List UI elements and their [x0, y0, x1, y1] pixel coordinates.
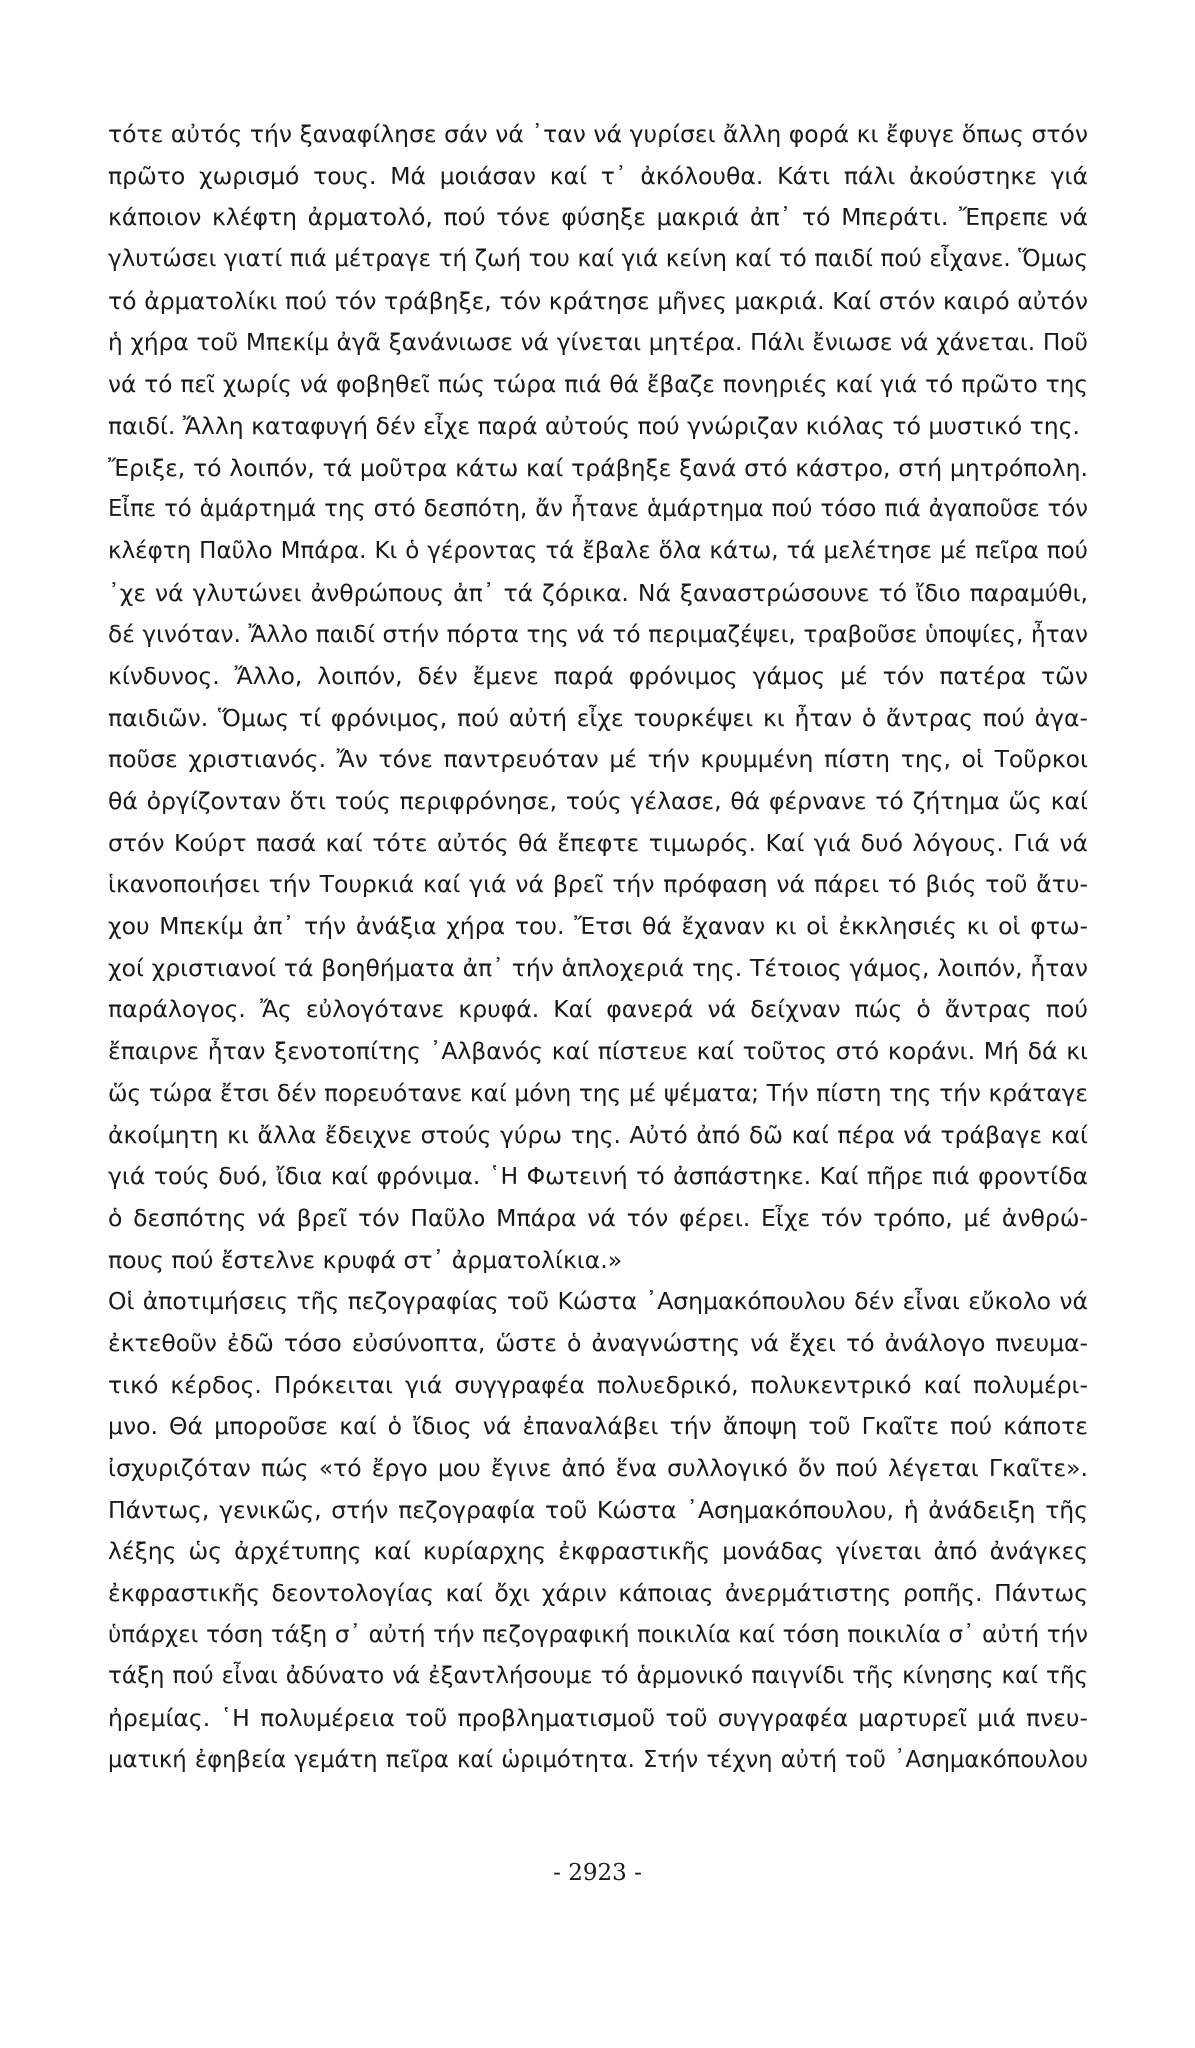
text-line: τικό κέρδος. Πρόκειται γιά συγγραφέα πολυεδρικό, πολυκεντρικό καί πολυμέρι-: [108, 1370, 1088, 1399]
text-line: ὑπάρχει τόση τάξη σ᾿ αὐτή τήν πεζογραφική ποικιλία καί τόση ποικιλία σ᾿ αὐτή τήν: [108, 1621, 1088, 1648]
text-line: κίνδυνος. Ἄλλο, λοιπόν, δέν ἔμενε παρά φρόνιμος γάμος μέ τόν πατέρα τῶν: [108, 661, 1088, 690]
text-line: Ἔριξε, τό λοιπόν, τά μοῦτρα κάτω καί τράβηξε ξανά στό κάστρο, στή μητρόπολη.: [108, 453, 1088, 482]
page-number: - 2923 -: [553, 1860, 642, 1886]
text-line: γιά τούς δυό, ἴδια καί φρόνιμα. ῾Η Φωτεινή τό ἀσπάστηκε. Καί πῆρε πιά φροντίδα: [108, 1162, 1088, 1191]
text-line: τάξη πού εἶναι ἀδύνατο νά ἐξαντλήσουμε τό ἁρμονικό παιγνίδι τῆς κίνησης καί τῆς: [108, 1663, 1088, 1690]
text-line: κλέφτη Παῦλο Μπάρα. Κι ὁ γέροντας τά ἔβαλε ὅλα κάτω, τά μελέτησε μέ πεῖρα πού: [108, 537, 1088, 564]
text-line: χου Μπεκίμ ἀπ᾿ τήν ἀνάξια χήρα του. Ἔτσι θά ἔχαναν κι οἱ ἐκκλησιές κι οἱ φτω-: [108, 912, 1088, 941]
text-line: ἡ χήρα τοῦ Μπεκίμ ἀγᾶ ξανάνιωσε νά γίνεται μητέρα. Πάλι ἔνιωσε νά χάνεται. Ποῦ: [108, 329, 1088, 357]
text-line: ἱκανοποιήσει τήν Τουρκιά καί γιά νά βρεῖ τήν πρόφαση νά πάρει τό βιός τοῦ ἄτυ-: [108, 870, 1088, 899]
text-line: ὁ δεσπότης νά βρεῖ τόν Παῦλο Μπάρα νά τόν φέρει. Εἶχε τόν τρόπο, μέ ἀνθρώ-: [108, 1203, 1088, 1232]
text-line: τό ἀρματολίκι πού τόν τράβηξε, τόν κράτησε μῆνες μακριά. Καί στόν καιρό αὐτόν: [108, 286, 1088, 315]
text-line: δέ γινόταν. Ἄλλο παιδί στήν πόρτα της νά τό περιμαζέψει, τραβοῦσε ὑποψίες, ἦταν: [108, 621, 1088, 649]
text-line: χοί χριστιανοί τά βοηθήματα ἀπ᾿ τήν ἁπλοχεριά της. Τέτοιος γάμος, λοιπόν, ἦταν: [108, 953, 1088, 982]
body-text: [108, 114, 1088, 1782]
text-line: λέξης ὡς ἀρχέτυπης καί κυρίαρχης ἐκφραστικῆς μονάδας γίνεται ἀπό ἀνάγκες: [108, 1537, 1088, 1566]
text-line: ἠρεμίας. ῾Η πολυμέρεια τοῦ προβληματισμοῦ τοῦ συγγραφέα μαρτυρεῖ μιά πνευ-: [108, 1704, 1088, 1733]
text-line: πρῶτο χωρισμό τους. Μά μοιάσαν καί τ᾿ ἀκόλουθα. Κάτι πάλι ἀκούστηκε γιά: [108, 161, 1088, 190]
text-line: κάποιον κλέφτη ἀρματολό, πού τόνε φύσηξε μακριά ἀπ᾿ τό Μπεράτι. Ἔπρεπε νά: [108, 203, 1088, 232]
text-line: γλυτώσει γιατί πιά μέτραγε τή ζωή του καί γιά κείνη καί τό παιδί πού εἶχανε. Ὅμως: [108, 246, 1088, 273]
text-line: Εἶπε τό ἁμάρτημά της στό δεσπότη, ἄν ἦτανε ἁμάρτημα πού τόσο πιά ἀγαποῦσε τόν: [108, 496, 1088, 523]
text-line: στόν Κούρτ πασά καί τότε αὐτός θά ἔπεφτε τιμωρός. Καί γιά δυό λόγους. Γιά νά: [108, 828, 1088, 857]
text-line: ᾿χε νά γλυτώνει ἀνθρώπους ἀπ᾿ τά ζόρικα. Νά ξαναστρώσουνε τό ἴδιο παραμύθι,: [108, 578, 1088, 607]
text-line: Πάντως, γενικῶς, στήν πεζογραφία τοῦ Κώστα ᾿Ασημακόπουλου, ἡ ἀνάδειξη τῆς: [108, 1495, 1088, 1524]
text-line: Οἱ ἀποτιμήσεις τῆς πεζογραφίας τοῦ Κώστα ᾿Ασημακόπουλου δέν εἶναι εὔκολο νά: [108, 1287, 1088, 1316]
text-line: ματική ἐφηβεία γεμάτη πεῖρα καί ὡριμότητα. Στήν τέχνη αὐτή τοῦ ᾿Ασημακόπουλου: [108, 1746, 1088, 1773]
text-line: ἰσχυριζόταν πώς «τό ἔργο μου ἔγινε ἀπό ἕνα συλλογικό ὄν πού λέγεται Γκαῖτε».: [108, 1454, 1088, 1482]
text-line: ἔπαιρνε ἦταν ξενοτοπίτης ᾿Αλβανός καί πίστευε καί τοῦτος στό κοράνι. Μή δά κι: [108, 1037, 1088, 1066]
text-line: παιδιῶν. Ὅμως τί φρόνιμος, πού αὐτή εἶχε τουρκέψει κι ἦταν ὁ ἄντρας πού ἀγα-: [108, 703, 1088, 732]
text-line: πους πού ἔστελνε κρυφά στ᾿ ἀρματολίκια.»: [108, 1245, 623, 1274]
text-line: ὥς τώρα ἔτσι δέν πορευότανε καί μόνη της μέ ψέματα; Τήν πίστη της τήν κράταγε: [108, 1079, 1088, 1107]
text-line: ἐκτεθοῦν ἐδῶ τόσο εὐσύνοπτα, ὥστε ὁ ἀναγνώστης νά ἔχει τό ἀνάλογο πνευμα-: [108, 1328, 1088, 1357]
text-line: ἐκφραστικῆς δεοντολογίας καί ὄχι χάριν κάποιας ἀνερμάτιστης ροπῆς. Πάντως: [108, 1579, 1088, 1608]
text-line: ποῦσε χριστιανός. Ἄν τόνε παντρευόταν μέ τήν κρυμμένη πίστη της, οἱ Τοῦρκοι: [108, 745, 1088, 774]
text-line: θά ὀργίζονταν ὅτι τούς περιφρόνησε, τούς γέλασε, θά φέρνανε τό ζήτημα ὥς καί: [108, 787, 1088, 815]
text-line: μνο. Θά μποροῦσε καί ὁ ἴδιος νά ἐπαναλάβει τήν ἄποψη τοῦ Γκαῖτε πού κάποτε: [108, 1412, 1088, 1441]
text-line: παράλογος. Ἄς εὐλογότανε κρυφά. Καί φανερά νά δείχναν πώς ὁ ἄντρας πού: [108, 995, 1088, 1024]
text-line: τότε αὐτός τήν ξαναφίλησε σάν νά ᾿ταν νά γυρίσει ἄλλη φορά κι ἔφυγε ὅπως στόν: [108, 120, 1088, 148]
text-line: ἀκοίμητη κι ἄλλα ἔδειχνε στούς γύρω της. Αὐτό ἀπό δῶ καί πέρα νά τράβαγε καί: [108, 1120, 1088, 1149]
text-line: παιδί. Ἄλλη καταφυγή δέν εἶχε παρά αὐτούς πού γνώριζαν κιόλας τό μυστικό της.: [108, 411, 1080, 440]
text-line: νά τό πεῖ χωρίς νά φοβηθεῖ πώς τώρα πιά θά ἔβαζε πονηριές καί γιά τό πρῶτο της: [108, 371, 1088, 399]
